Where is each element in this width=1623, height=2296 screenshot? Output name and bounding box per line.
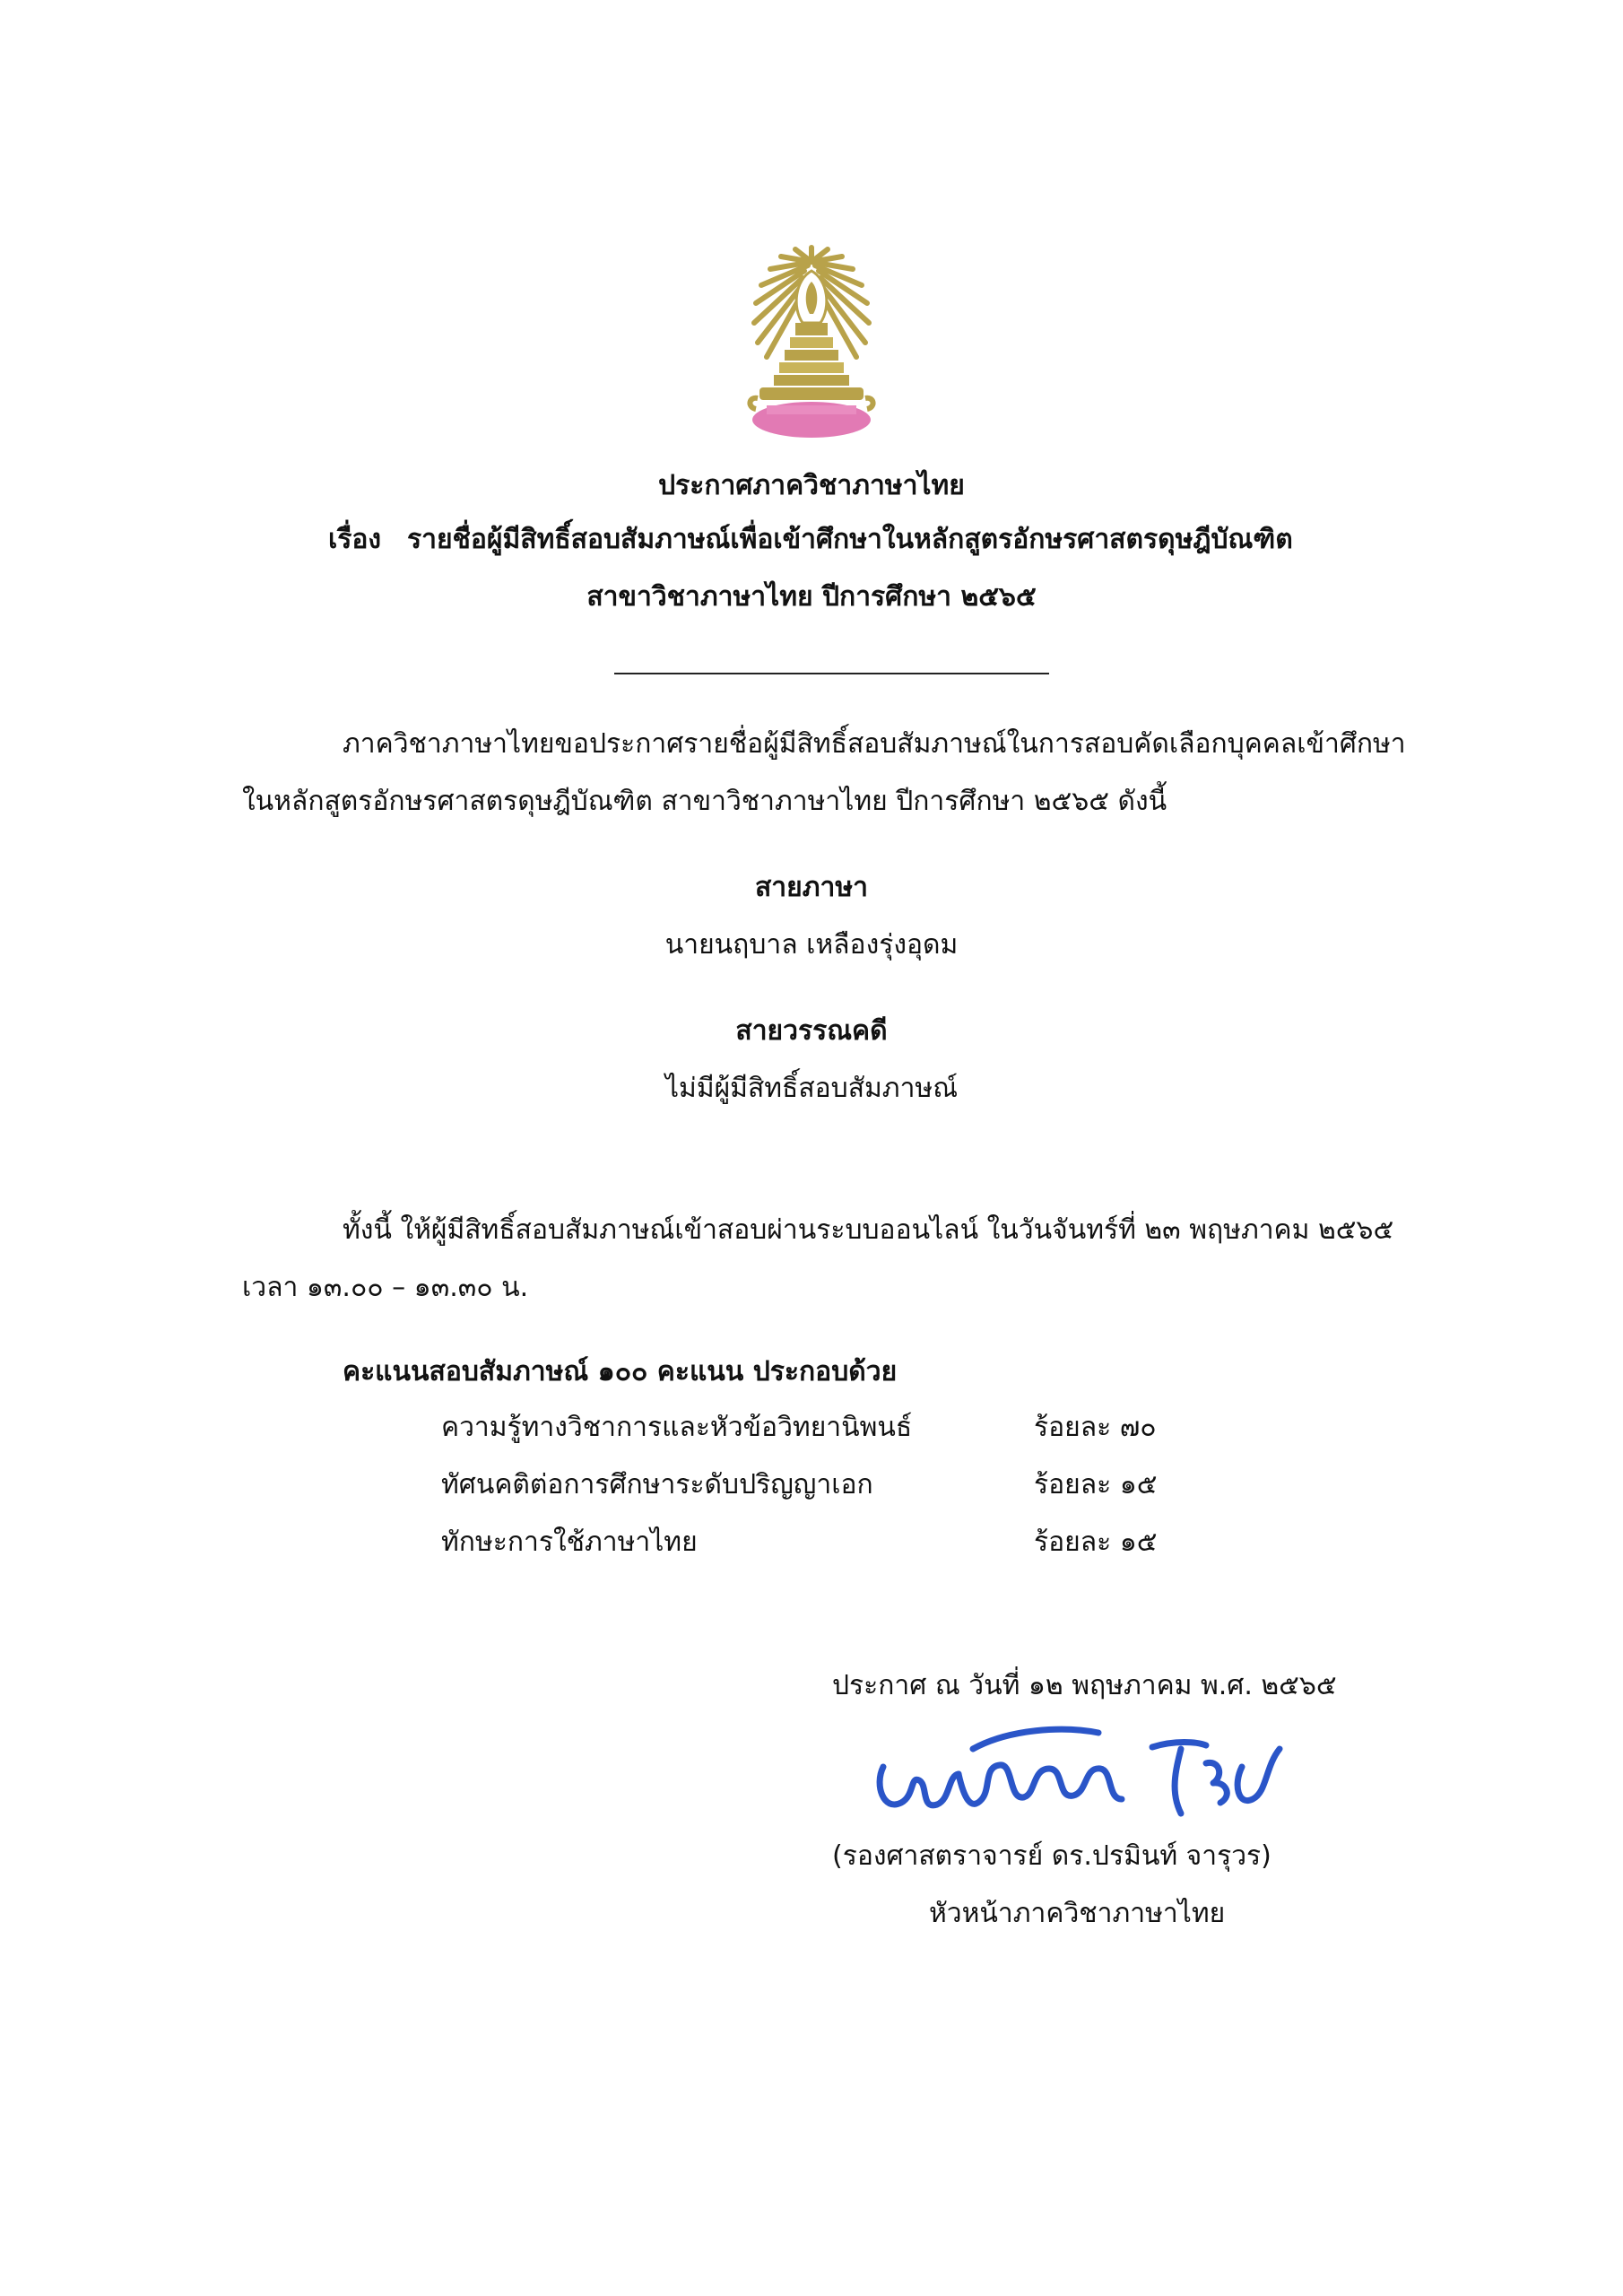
heading-divider xyxy=(614,673,1049,674)
scoring-item-percent: ร้อยละ ๗๐ xyxy=(1034,1412,1157,1443)
scoring-heading: คะแนนสอบสัมภาษณ์ ๑๐๐ คะแนน ประกอบด้วย xyxy=(343,1356,898,1387)
intro-line-1: ภาควิชาภาษาไทยขอประกาศรายชื่อผู้มีสิทธิ์สอบสัมภาษณ์ในการสอบคัดเลือกบุคคลเข้าศึกษา xyxy=(343,728,1406,760)
track-entry-language: นายนฤบาล เหลืองรุ่งอุดม xyxy=(664,929,959,961)
intro-line-2: ในหลักสูตรอักษรศาสตรดุษฎีบัณฑิต สาขาวิชาภาษาไทย ปีการศึกษา ๒๕๖๕ ดังนี้ xyxy=(242,786,1167,817)
announcement-heading: ประกาศภาควิชาภาษาไทย xyxy=(658,470,965,501)
scoring-item-percent: ร้อยละ ๑๕ xyxy=(1034,1526,1158,1558)
scoring-item-label: ทักษะการใช้ภาษาไทย xyxy=(441,1526,698,1558)
track-heading-language: สายภาษา xyxy=(755,872,868,903)
track-heading-literature: สายวรรณคดี xyxy=(735,1015,888,1047)
schedule-line-2: เวลา ๑๓.๐๐ – ๑๓.๓๐ น. xyxy=(242,1272,529,1303)
scoring-item-label: ความรู้ทางวิชาการและหัวข้อวิทยานิพนธ์ xyxy=(441,1412,913,1443)
signatory-title: หัวหน้าภาควิชาภาษาไทย xyxy=(929,1898,1226,1929)
scoring-item-label: ทัศนคติต่อการศึกษาระดับปริญญาเอก xyxy=(441,1469,873,1500)
track-entry-literature: ไม่มีผู้มีสิทธิ์สอบสัมภาษณ์ xyxy=(664,1073,959,1104)
announce-date: ประกาศ ณ วันที่ ๑๒ พฤษภาคม พ.ศ. ๒๕๖๕ xyxy=(832,1670,1337,1701)
subject-label: เรื่อง xyxy=(328,524,382,555)
program-line: สาขาวิชาภาษาไทย ปีการศึกษา ๒๕๖๕ xyxy=(586,581,1037,613)
handwritten-signature xyxy=(865,1713,1296,1830)
university-emblem-logo xyxy=(740,244,883,441)
subject-text: รายชื่อผู้มีสิทธิ์สอบสัมภาษณ์เพื่อเข้าศึกษาในหลักสูตรอักษรศาสตรดุษฎีบัณฑิต xyxy=(407,524,1293,555)
signatory-name: (รองศาสตราจารย์ ดร.ปรมินท์ จารุวร) xyxy=(832,1840,1271,1872)
scoring-item-percent: ร้อยละ ๑๕ xyxy=(1034,1469,1158,1500)
schedule-line-1: ทั้งนี้ ให้ผู้มีสิทธิ์สอบสัมภาษณ์เข้าสอบผ่านระบบออนไลน์ ในวันจันทร์ที่ ๒๓ พฤษภาคม ๒๕๖๕ xyxy=(343,1214,1394,1246)
